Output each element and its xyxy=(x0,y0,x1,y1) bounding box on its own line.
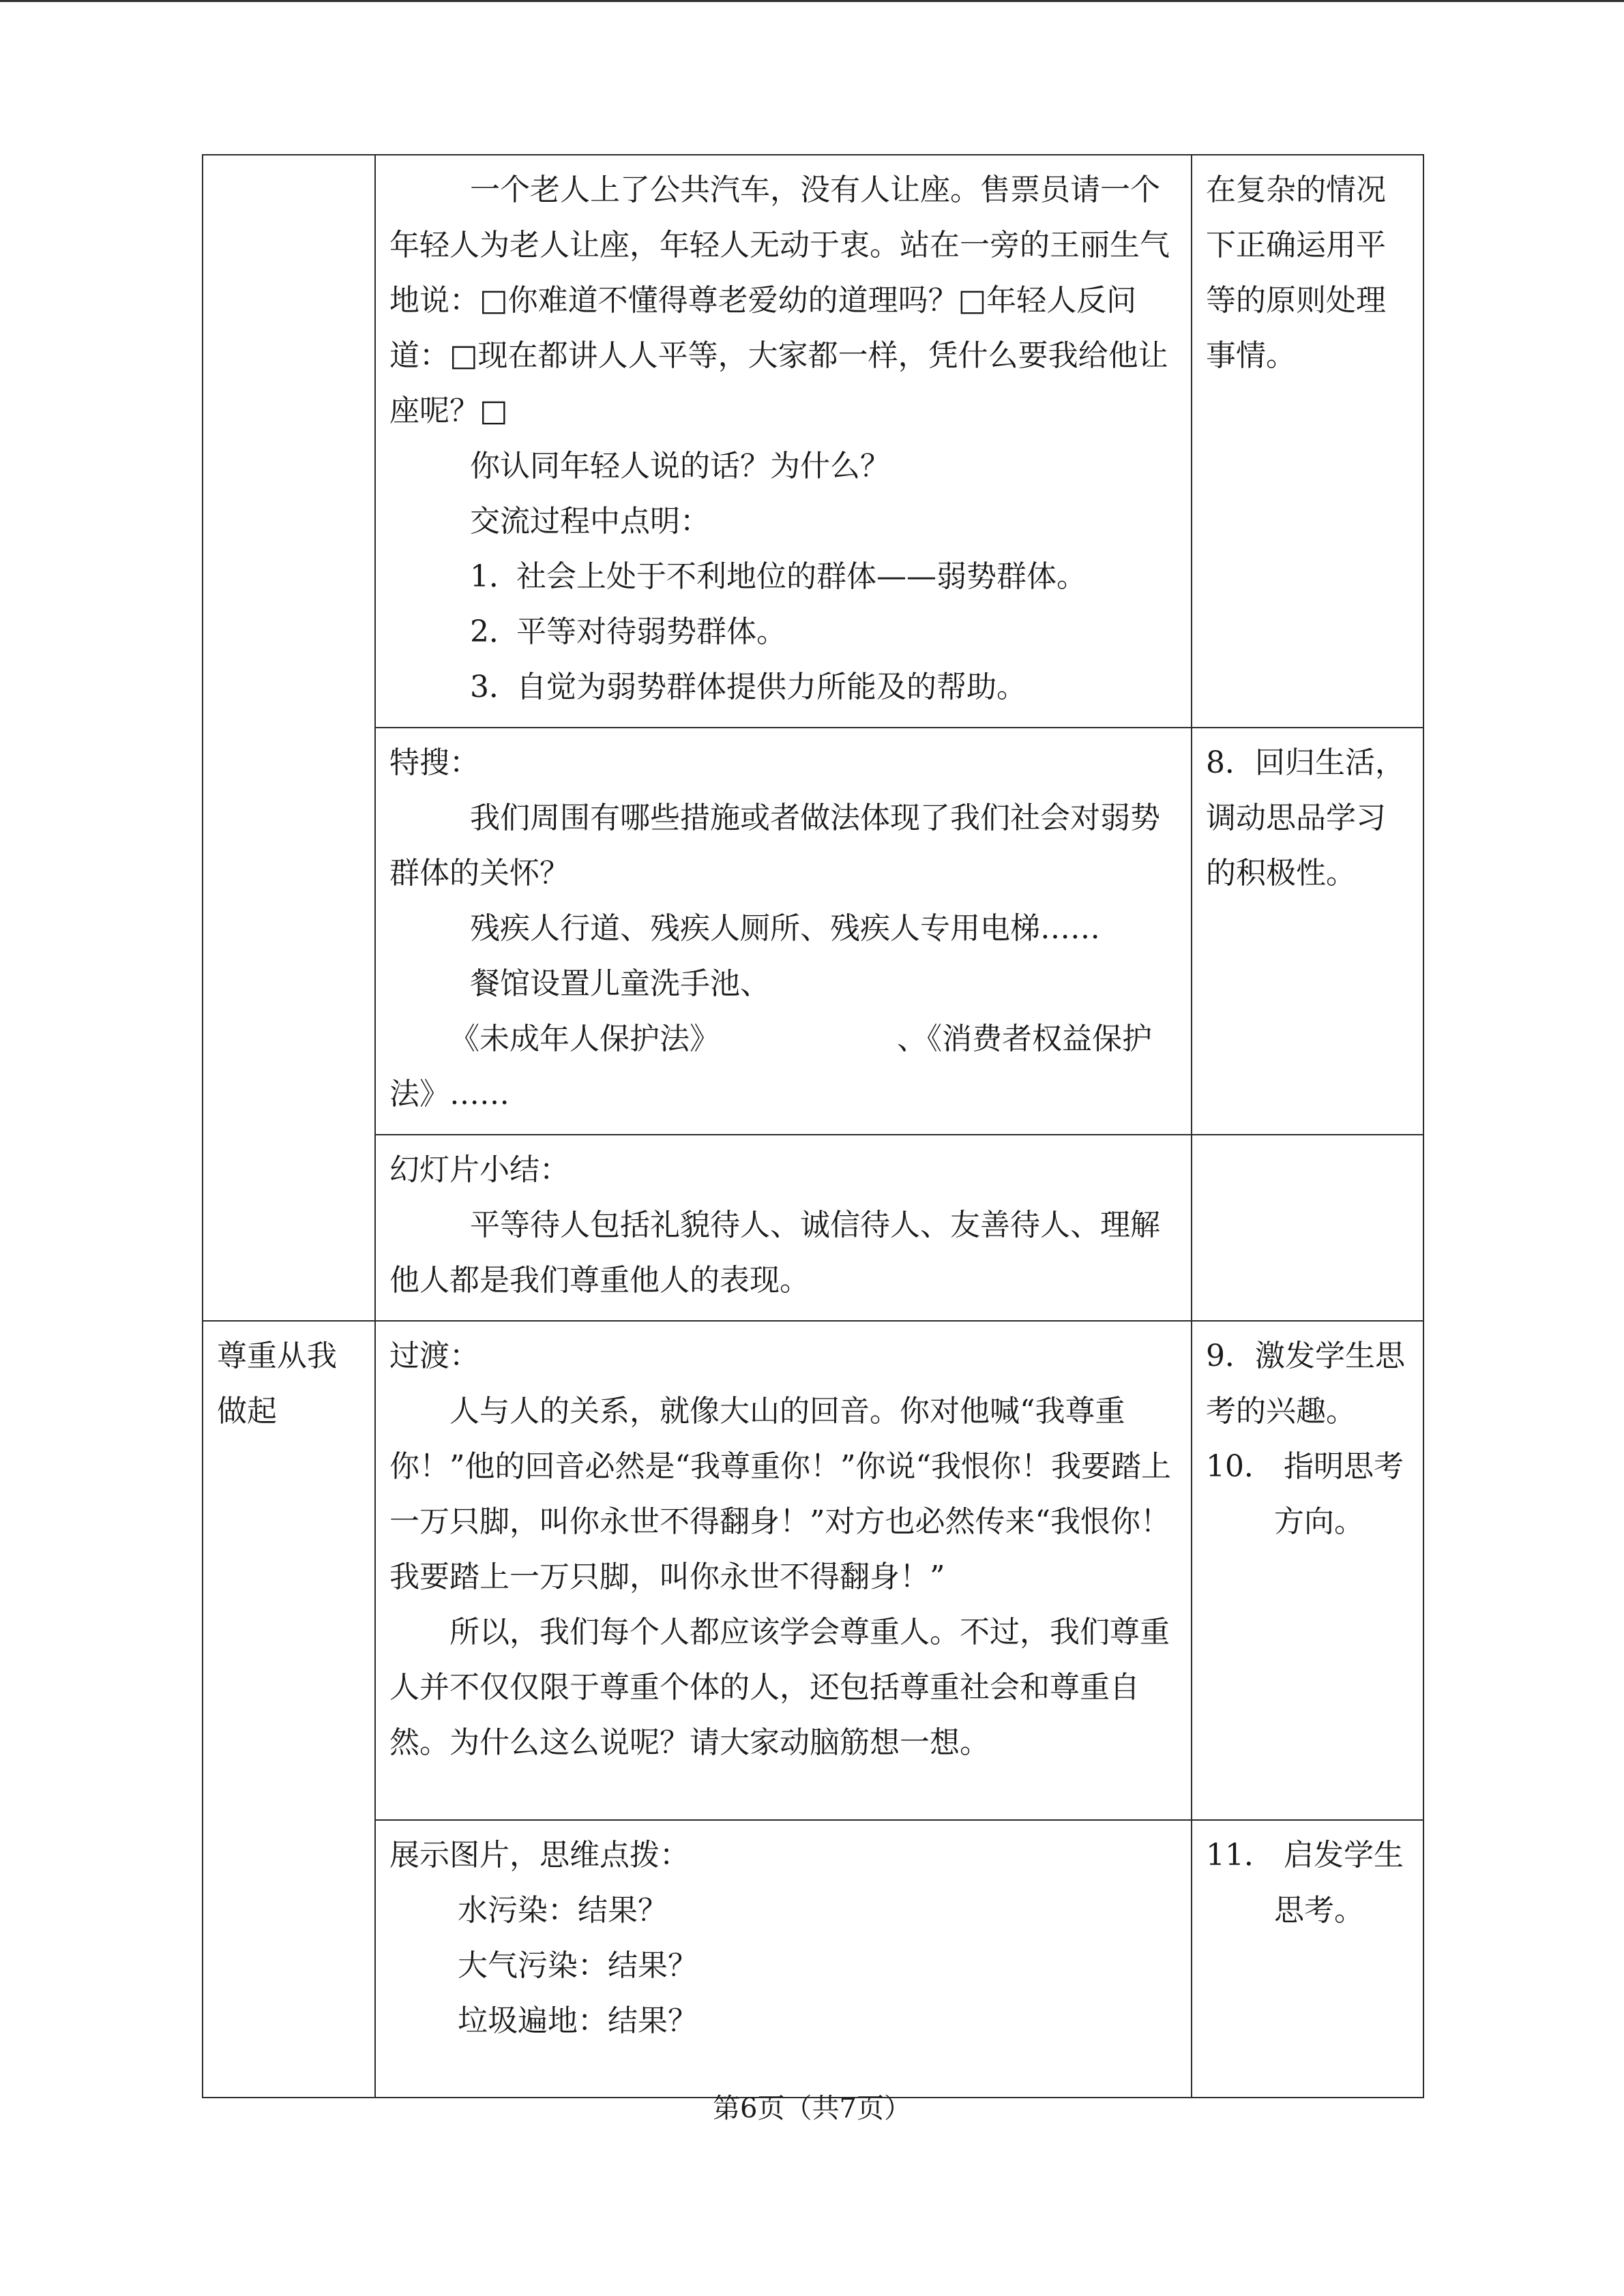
discussion-question: 你认同年轻人说的话？为什么？ xyxy=(470,449,890,483)
content-cell xyxy=(375,1321,1192,1820)
example-line: 残疾人行道、残疾人厕所、残疾人专用电梯…… xyxy=(470,911,1100,946)
example-line: 《未成年人保护法》 、《消费者权益保护法》…… xyxy=(389,1022,1152,1112)
content-cell xyxy=(375,1135,1192,1321)
list-item: 2．平等对待弱势群体。 xyxy=(470,614,786,649)
transition-label: 过渡： xyxy=(389,1339,479,1373)
summary-label: 幻灯片小结： xyxy=(389,1152,570,1187)
table-row xyxy=(203,1135,1423,1321)
table-row xyxy=(203,1321,1423,1820)
transition-paragraph: 人与人的关系，就像大山的回音。你对他喊“我尊重你！”他的回音必然是“我尊重你！”你说“我恨你！我要踏上一万只脚，叫你永世不得翻身！”对方也必然传来“我恨你！我要踏上一万只脚，叫你永世不得翻身！” xyxy=(389,1394,1171,1594)
story-paragraph: 一个老人上了公共汽车，没有人让座。售票员请一个年轻人为老人让座，年轻人无动于衷。站在一旁的王丽生气地说：□你难道不懂得尊老爱幼的道理吗？□年轻人反问道：□现在都讲人人平等，大家都一样，凭什么要我给他让座呢？□ xyxy=(389,173,1170,428)
picture-prompt-item: 垃圾遍地：结果？ xyxy=(458,2003,698,2038)
list-item: 3．自觉为弱势群体提供力所能及的帮助。 xyxy=(470,670,1027,704)
table-row xyxy=(203,1820,1423,2098)
picture-prompt-item: 大气污染：结果？ xyxy=(458,1948,698,1983)
page-footer: 第6页（共7页） xyxy=(713,2093,911,2124)
design-note: 10． 指明思考方向。 xyxy=(1206,1449,1404,1539)
section-title: 尊重从我做起 xyxy=(217,1339,337,1429)
content-cell xyxy=(375,728,1192,1135)
picture-prompt-label: 展示图片，思维点拨： xyxy=(389,1838,690,1873)
content-cell xyxy=(375,155,1192,728)
note-cell xyxy=(1192,1820,1423,2098)
summary-text: 平等待人包括礼貌待人、诚信待人、友善待人、理解他人都是我们尊重他人的表现。 xyxy=(389,1208,1160,1298)
note-cell xyxy=(1192,728,1423,1135)
note-cell xyxy=(1192,1321,1423,1820)
table-row xyxy=(203,728,1423,1135)
example-line: 餐馆设置儿童洗手池、 xyxy=(470,966,770,1001)
lesson-plan-table xyxy=(202,154,1424,2098)
section-cell-empty xyxy=(203,155,375,1321)
activity-question: 我们周围有哪些措施或者做法体现了我们社会对弱势群体的关怀？ xyxy=(389,801,1160,891)
table-row xyxy=(203,155,1423,728)
discussion-lead: 交流过程中点明： xyxy=(470,504,710,539)
note-cell xyxy=(1192,155,1423,728)
list-item: 1．社会上处于不利地位的群体——弱势群体。 xyxy=(470,559,1087,594)
design-note: 11． 启发学生思考。 xyxy=(1206,1838,1404,1928)
design-note: 在复杂的情况下正确运用平等的原则处理事情。 xyxy=(1206,173,1386,373)
note-cell-empty xyxy=(1192,1135,1423,1321)
design-note: 8．回归生活，调动思品学习的积极性。 xyxy=(1206,745,1405,891)
section-cell xyxy=(203,1321,375,2098)
content-cell xyxy=(375,1820,1192,2098)
design-note: 9．激发学生思考的兴趣。 xyxy=(1206,1339,1405,1429)
transition-paragraph: 所以，我们每个人都应该学会尊重人。不过，我们尊重人并不仅仅限于尊重个体的人，还包括尊重社会和尊重自然。为什么这么说呢？请大家动脑筋想一想。 xyxy=(389,1615,1170,1760)
page-top-border xyxy=(0,0,1624,2)
picture-prompt-item: 水污染：结果？ xyxy=(458,1893,668,1928)
activity-label: 特搜： xyxy=(389,745,479,780)
